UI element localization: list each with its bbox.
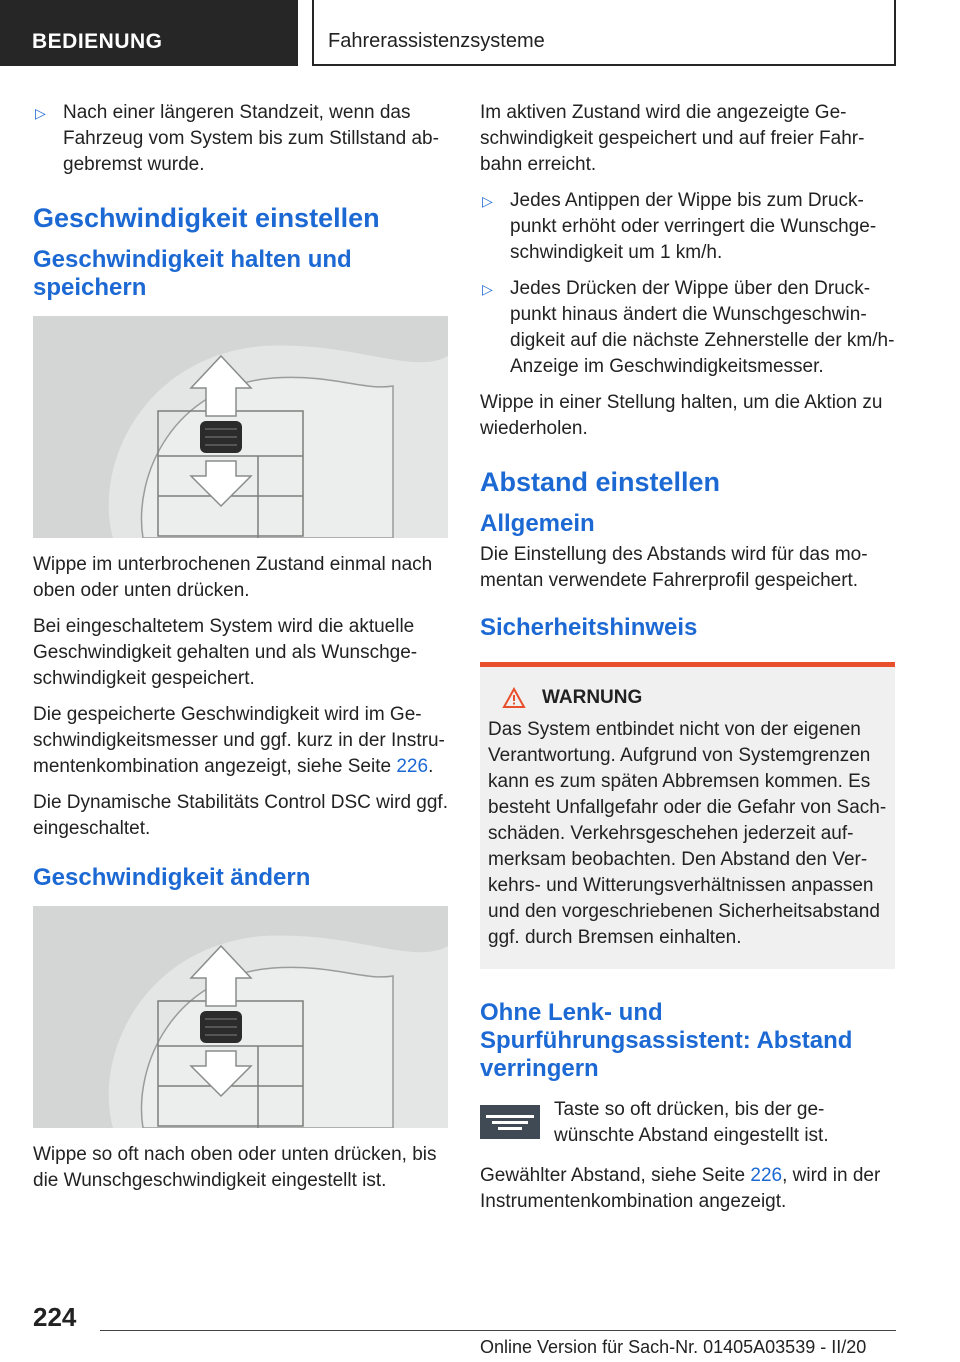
footer-online-version: Online Version für Sach-Nr. 01405A03539 - II/20 xyxy=(480,1337,867,1357)
triangle-bullet-icon: ▷ xyxy=(482,281,493,297)
footer-divider xyxy=(100,1330,896,1331)
page-header xyxy=(0,0,960,66)
paragraph-dsc: Die Dynamische Stabilitäts Control DSC wird ggf. eingeschaltet. xyxy=(33,792,448,839)
steering-rocker-figure xyxy=(33,316,448,538)
distance-button-row xyxy=(480,1097,895,1149)
heading-hold-store: Geschwindigkeit halten und speichern xyxy=(33,246,352,301)
steering-wheel-rocker-illustration xyxy=(33,316,448,538)
left-column xyxy=(33,100,448,1204)
page-link[interactable]: 226 xyxy=(750,1165,783,1186)
list-item-text: Jedes Antippen der Wippe bis zum Druckpunkt erhöht oder verringert die Wunschgeschwindigkeit um 1 km/h. xyxy=(510,190,877,263)
steering-rocker-figure-2 xyxy=(33,906,448,1128)
paragraph-stored-speed: Die gespeicherte Geschwindigkeit wird im Geschwindigkeitsmesser und ggf. kurz in der Instrumentenkombination angezeigt, siehe Seite 226. xyxy=(33,704,445,777)
paragraph-change-speed: Wippe so oft nach oben oder unten drücken, bis die Wunschgeschwindigkeit eingestellt ist. xyxy=(33,1144,437,1191)
heading-change-speed: Geschwindigkeit ändern xyxy=(33,864,311,891)
list-item xyxy=(480,188,895,266)
page-link[interactable]: 226 xyxy=(396,756,429,777)
warning-text: Das System entbindet nicht von der eigenen Verantwortung. Aufgrund von Systemgrenzen kann es zum späten Abbremsen kommen. Es besteht Unfallgefahr oder die Gefahr von Sachschäden. Verkehrsgeschehen jederzeit aufmerksam beobachten. Den Abstand den Verkehrs- und Witterungsverhältnissen anpassen und den vorgeschriebenen Sicherheitsabstand ggf. durch Bremsen einhalten. xyxy=(488,719,887,948)
list-item xyxy=(480,276,895,380)
paragraph-system-active: Bei eingeschaltetem System wird die aktuelle Geschwindigkeit gehalten und als Wunschgeschwindigkeit gespeichert. xyxy=(33,616,418,689)
paragraph-button: Taste so oft drücken, bis der gewünschte Abstand eingestellt ist. xyxy=(554,1099,829,1146)
chapter-title: Fahrerassistenzsysteme xyxy=(312,0,896,66)
steering-wheel-rocker-illustration xyxy=(33,906,448,1128)
paragraph-general: Die Einstellung des Abstands wird für das momentan verwendete Fahrerprofil gespeichert. xyxy=(480,544,868,591)
warning-triangle-icon xyxy=(502,687,526,709)
triangle-bullet-icon: ▷ xyxy=(35,105,46,121)
heading-no-assist: Ohne Lenk- und Spurführungsassistent: Abstand verringern xyxy=(480,999,853,1082)
list-item xyxy=(33,100,448,178)
heading-distance-setting: Abstand einstellen xyxy=(480,467,721,497)
heading-speed-setting: Geschwindigkeit einstellen xyxy=(33,203,380,233)
right-column xyxy=(480,100,895,1225)
paragraph-selected-distance: Gewählter Abstand, siehe Seite 226, wird in der Instrumentenkombination angezeigt. xyxy=(480,1165,881,1212)
warning-title: WARNUNG xyxy=(488,685,887,711)
list-item-text: Jedes Drücken der Wippe über den Druckpunkt hinaus ändert die Wunschgeschwindigkeit auf die nächste Zehnerstelle der km/h-Anzeige im Geschwindigkeitsmesser. xyxy=(510,278,895,377)
section-tab: BEDIENUNG xyxy=(0,0,298,66)
heading-general: Allgemein xyxy=(480,510,595,537)
triangle-bullet-icon: ▷ xyxy=(482,193,493,209)
paragraph-press-rocker: Wippe im unterbrochenen Zustand einmal nach oben oder unten drücken. xyxy=(33,554,433,601)
page-number: 224 xyxy=(33,1302,77,1332)
distance-button-icon xyxy=(480,1105,540,1139)
heading-safety: Sicherheitshinweis xyxy=(480,614,698,641)
warning-box xyxy=(480,662,895,969)
paragraph-hold-rocker: Wippe in einer Stellung halten, um die Aktion zu wiederholen. xyxy=(480,392,883,439)
list-item-text: Nach einer längeren Standzeit, wenn das Fahrzeug vom System bis zum Stillstand abgebremst wurde. xyxy=(63,102,439,175)
paragraph-active-state: Im aktiven Zustand wird die angezeigte Geschwindigkeit gespeichert und auf freier Fahrbahn erreicht. xyxy=(480,102,865,175)
